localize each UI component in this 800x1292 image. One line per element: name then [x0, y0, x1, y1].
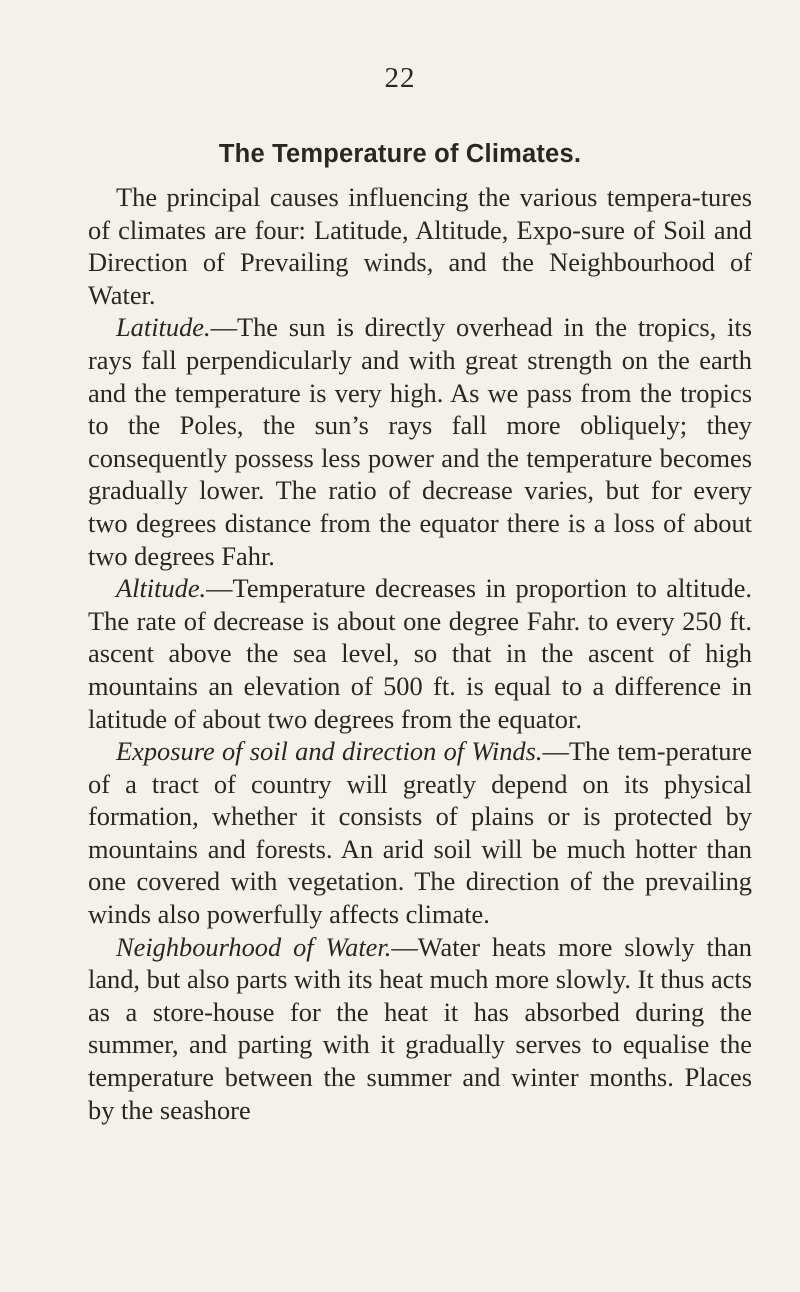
run-in-heading: Altitude.: [116, 573, 207, 604]
paragraph-text: —Water heats more slowly than land, but also parts with its heat much more slowly. It thus acts as a store-house for the heat it has absorbed during the summer, and parting with it gradually serves to equalise the temperature between the summer and winter months. Places by the seashore: [88, 931, 752, 1125]
paragraph-intro: [88, 181, 752, 311]
run-in-heading: Neighbourhood of Water.: [116, 931, 392, 962]
paragraph-text: The principal causes influencing the various tempera-tures of climates are four: Latitude, Altitude, Expo-sure of Soil and Direction of Prevailing winds, and the Neighbourhood of Water.: [88, 182, 752, 310]
body-text: [88, 181, 752, 1126]
paragraph-altitude: [88, 572, 752, 735]
paragraph-water: [88, 931, 752, 1127]
page-number: 22: [384, 62, 416, 94]
paragraph-exposure: [88, 735, 752, 931]
paragraph-text: —Temperature decreases in proportion to altitude. The rate of decrease is about one degree Fahr. to every 250 ft. ascent above the sea level, so that in the ascent of high mountains an elevation of 500 ft. is equal to a difference in latitude of about two degrees from the equator.: [88, 573, 752, 734]
paragraph-text: —The sun is directly overhead in the tropics, its rays fall perpendicularly and with great strength on the earth and the temperature is very high. As we pass from the tropics to the Poles, the sun’s rays fall more obliquely; they consequently possess less power and the temperature becomes gradually lower. The ratio of decrease varies, but for every two degrees distance from the equator there is a loss of about two degrees Fahr.: [88, 312, 752, 571]
paragraph-text: —The tem-perature of a tract of country will greatly depend on its physical formation, whether it consists of plains or is protected by mountains and forests. An arid soil will be much hotter than one covered with vegetation. The direction of the prevailing winds also powerfully affects climate.: [88, 736, 752, 930]
run-in-heading: Latitude.: [116, 312, 211, 343]
run-in-heading: Exposure of soil and direction of Winds.: [116, 736, 543, 767]
paragraph-latitude: [88, 311, 752, 572]
section-heading: The Temperature of Climates.: [218, 140, 582, 168]
